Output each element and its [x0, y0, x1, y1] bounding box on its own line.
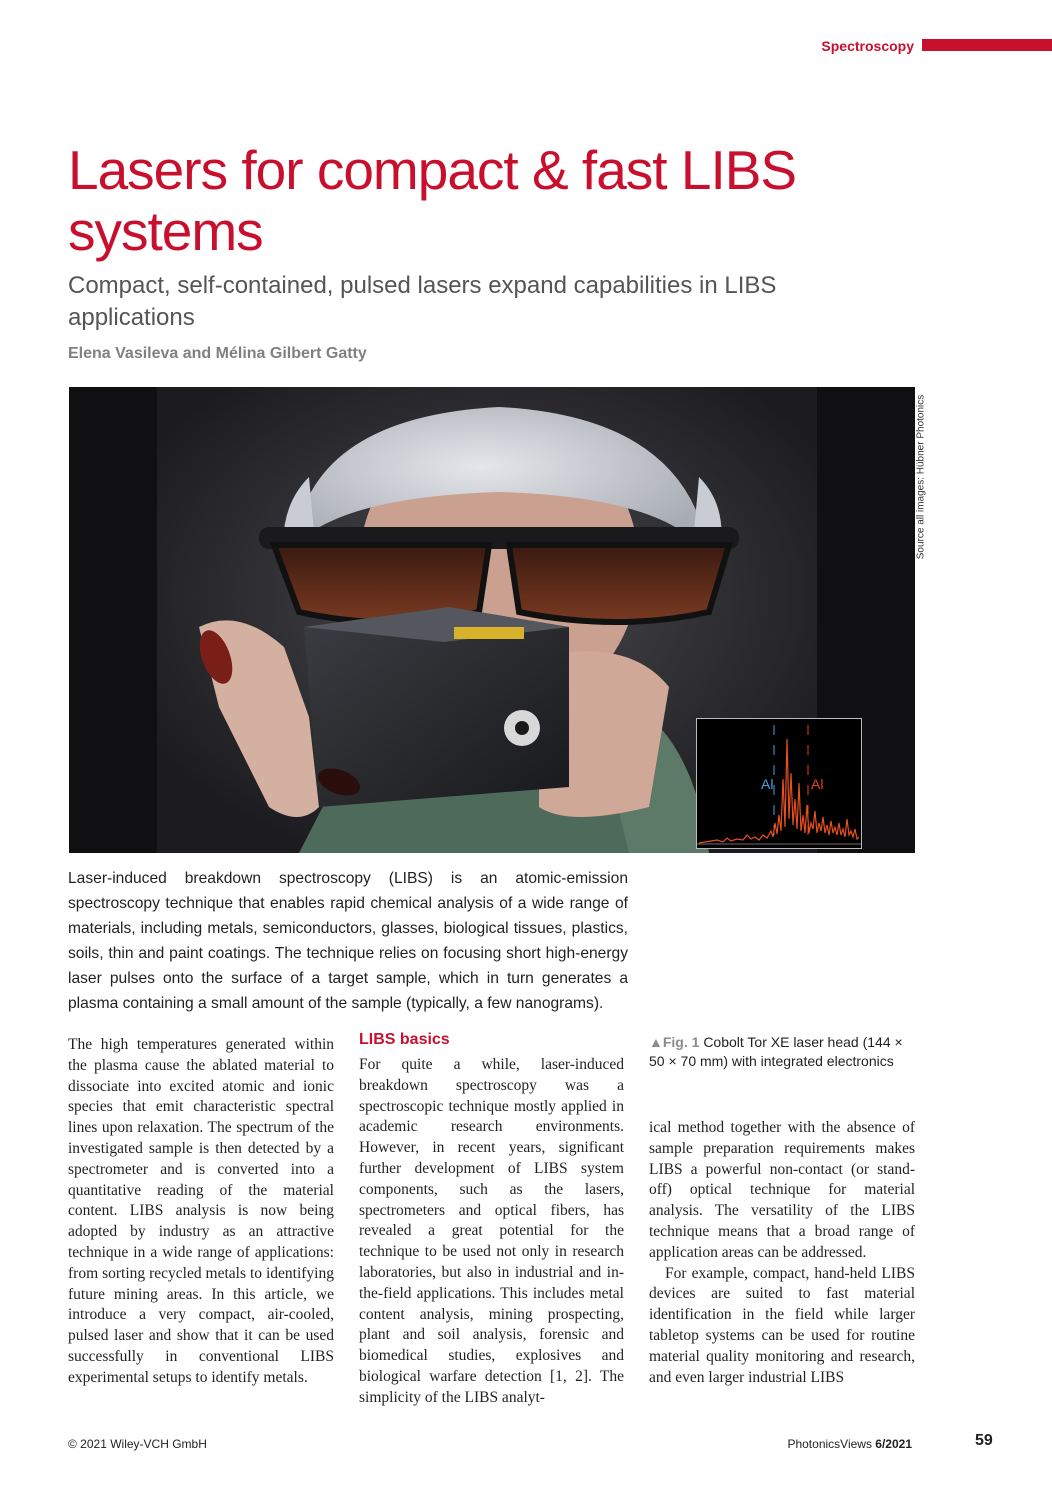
figure-caption-text: Cobolt Tor XE laser head (144 × 50 × 70 mm) with integrated electronics	[649, 1034, 903, 1069]
section-accent-bar	[922, 39, 1052, 51]
section-heading-libs-basics: LIBS basics	[359, 1031, 450, 1048]
spectrum-inset	[696, 718, 862, 849]
body-column-2: For quite a while, laser-induced breakdown spectroscopy was a spectroscopic technique mostly applied in academic research environments. However, in recent years, significant further development of LIBS system components, such as the lasers, spectrometers and optical fibers, has revealed a great potential for the technique to be used not only in research laboratories, but also in industrial and in-the-field applications. This includes metal content analysis, mining prospecting, plant and soil analysis, forensic and biomedical studies, explosives and biological warfare detection [1, 2]. The simplicity of the LIBS analyt-	[359, 1056, 624, 1406]
inset-label-left: Al	[761, 776, 774, 792]
inset-label-right: Al	[811, 776, 824, 792]
image-credit	[914, 389, 928, 565]
lead-paragraph: Laser-induced breakdown spectroscopy (LIBS) is an atomic-emission spectroscopy technique that enables rapid chemical analysis of a wide range of materials, including metals, semiconductors, glasses, biological tissues, plastics, soils, thin and paint coatings. The technique relies on focusing short high-energy laser pulses onto the surface of a target sample, which in turn generates a plasma containing a small amount of the sample (typically, a few nanograms).	[68, 870, 628, 1012]
article-subtitle: Compact, self-contained, pulsed lasers expand capabilities in LIBS applications	[68, 272, 777, 331]
journal-name: PhotonicsViews	[787, 1437, 872, 1451]
spectrum-trace	[699, 739, 859, 843]
spectrum-plot	[697, 719, 861, 848]
page-number: 59	[975, 1432, 993, 1449]
image-credit-text: Source all images: Hübner Photonics	[915, 394, 927, 560]
journal-issue: 6/2021	[875, 1437, 912, 1451]
figure-caption-tag: ▲Fig. 1	[649, 1034, 700, 1050]
journal-info	[760, 1437, 912, 1451]
body-column-3	[649, 1118, 915, 1388]
section-label: Spectroscopy	[821, 38, 914, 54]
body-column-3-paragraph-1: ical method together with the absence of sample preparation requirements makes LIBS a powerful non-contact (or stand-off) optical technique for material analysis. The versatility of the LIBS technique means that a broad range of application areas can be addressed.	[649, 1119, 915, 1261]
article-title: Lasers for compact & fast LIBS systems	[68, 139, 797, 262]
article-authors: Elena Vasileva and Mélina Gilbert Gatty	[68, 345, 367, 362]
body-column-1: The high temperatures generated within the plasma cause the ablated material to dissociate into excited atomic and ionic species that emit characteristic spectral lines upon relaxation. The spectrum of the investigated sample is then detected by a spectrometer and is converted into a quantitative reading of the material content. LIBS analysis is now being adopted by industry as an attractive technique in a wide range of applications: from sorting recycled metals to identifying future mining areas. In this article, we introduce a very compact, air-cooled, pulsed laser and show that it can be used successfully in conventional LIBS experimental setups to identify metals.	[68, 1036, 334, 1386]
body-column-3-paragraph-2: For example, compact, hand-held LIBS devices are suited to fast material identification in the field while larger tabletop systems can be used for routine material quality monitoring and research, and even larger industrial LIBS	[649, 1264, 915, 1386]
copyright-notice: © 2021 Wiley-VCH GmbH	[68, 1437, 207, 1451]
figure-caption	[649, 1033, 915, 1071]
